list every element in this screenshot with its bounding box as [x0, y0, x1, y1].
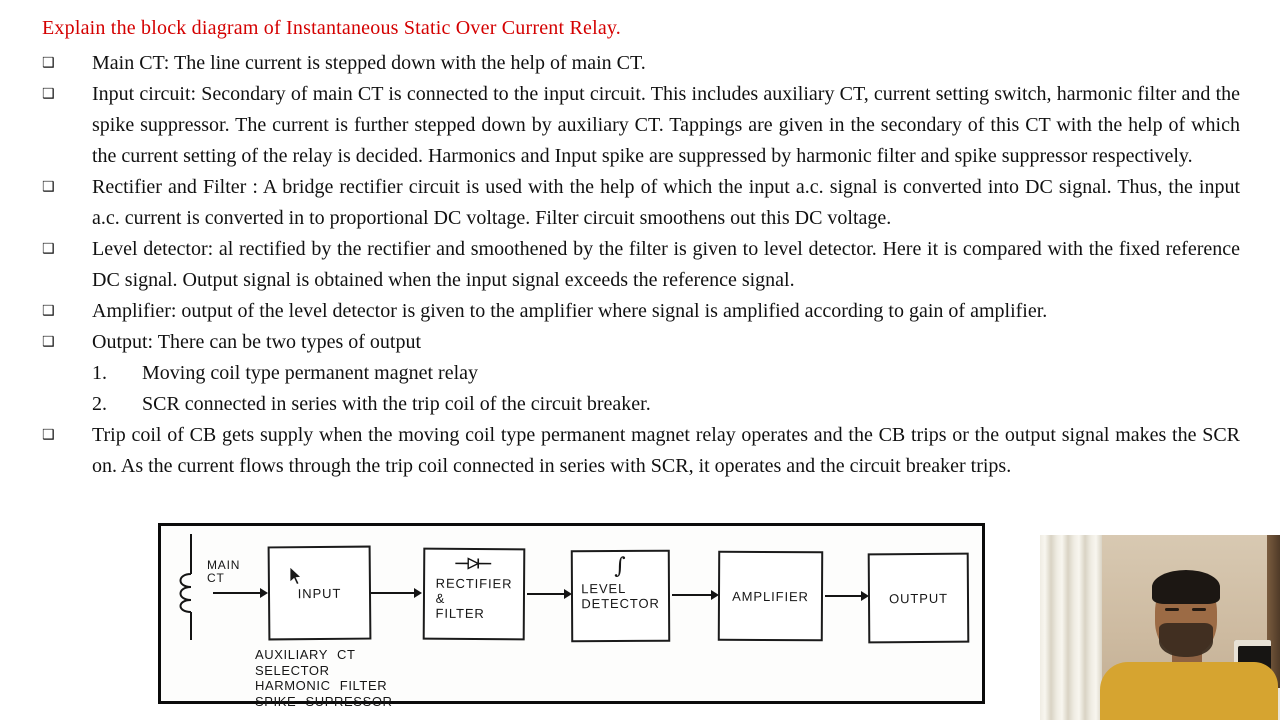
numbered-item-2: [42, 389, 1240, 420]
flow-arrow: [213, 592, 261, 594]
bullet-text: Rectifier and Filter : A bridge rectifier circuit is used with the help of which the input a.c. signal is converted into DC signal. Thus, the input a.c. current is converted in to proportional DC voltage. Filter circuit smoothens out this DC voltage.: [92, 176, 1240, 229]
flow-arrow: [527, 593, 565, 595]
bullet-level-detector: [42, 234, 1240, 296]
block-amplifier-label: AMPLIFIER: [732, 588, 809, 604]
block-output-label: OUTPUT: [889, 590, 948, 606]
checkbox-bullet-icon: ❑: [42, 55, 55, 71]
presenter-shirt: [1100, 662, 1278, 720]
integral-icon: ∫: [614, 553, 627, 580]
bullet-text: Output: There can be two types of output: [92, 331, 422, 353]
presenter-beard: [1159, 623, 1213, 657]
item-text: SCR connected in series with the trip coil of the circuit breaker.: [142, 393, 651, 415]
presenter-eyebrow: [1165, 608, 1179, 611]
bullet-text: Main CT: The line current is stepped down with the help of main CT.: [92, 52, 646, 74]
block-rectifier-filter: [423, 548, 526, 641]
bullet-trip-coil: [42, 420, 1240, 482]
block-amplifier: [718, 551, 823, 642]
presenter-hair: [1152, 570, 1220, 604]
block-level-detector: [571, 550, 670, 643]
bullet-text: Trip coil of CB gets supply when the moving coil type permanent magnet relay operates and the CB trips or the output signal makes the SCR on. As the current flows through the trip coil connected in series with SCR, it operates and the circuit breaker trips.: [92, 424, 1240, 477]
flow-arrow: [825, 595, 862, 597]
item-number: 2.: [92, 393, 107, 415]
bullet-text: Input circuit: Secondary of main CT is connected to the input circuit. This includes auxiliary CT, current setting switch, harmonic filter and the spike suppressor. The current is further stepped down by auxiliary CT. Tappings are given in the secondary of this CT with the help of which the current setting of the relay is decided. Harmonics and Input spike are suppressed by harmonic filter and spike suppressor respectively.: [92, 83, 1240, 167]
slide-body: [42, 48, 1240, 482]
block-level-label: LEVEL DETECTOR: [581, 580, 660, 612]
diode-icon: [455, 557, 493, 570]
checkbox-bullet-icon: ❑: [42, 303, 55, 319]
checkbox-bullet-icon: ❑: [42, 179, 55, 195]
block-output: [868, 553, 970, 644]
bullet-output: [42, 327, 1240, 358]
numbered-item-1: [42, 358, 1240, 389]
page-title: Explain the block diagram of Instantaneous Static Over Current Relay.: [42, 17, 622, 39]
bullet-input-circuit: [42, 79, 1240, 172]
main-ct-label: MAIN CT: [207, 558, 241, 585]
bullet-amplifier: [42, 296, 1240, 327]
checkbox-bullet-icon: ❑: [42, 334, 55, 350]
flow-arrow: [672, 594, 712, 596]
input-circuit-notes: [255, 647, 393, 709]
presenter-eyebrow: [1192, 608, 1206, 611]
note-spike-supressor: SPIKE SUPRESSOR: [255, 693, 393, 709]
note-auxiliary-ct: AUXILIARY CT: [255, 647, 356, 662]
mouse-cursor-icon: [289, 566, 303, 586]
block-input-label: INPUT: [297, 585, 342, 601]
bullet-main-ct: [42, 48, 1240, 79]
webcam-overlay: [1040, 535, 1280, 720]
checkbox-bullet-icon: ❑: [42, 427, 55, 443]
item-text: Moving coil type permanent magnet relay: [142, 362, 479, 384]
bullet-text: Amplifier: output of the level detector is given to the amplifier where signal is amplified according to gain of amplifier.: [92, 300, 1048, 322]
block-input: [268, 546, 372, 641]
note-harmonic-filter: HARMONIC FILTER: [255, 678, 388, 693]
checkbox-bullet-icon: ❑: [42, 86, 55, 102]
flow-arrow: [371, 592, 415, 594]
presenter: [1040, 535, 1280, 720]
bullet-rectifier-filter: [42, 172, 1240, 234]
checkbox-bullet-icon: ❑: [42, 241, 55, 257]
note-selector: SELECTOR: [255, 662, 330, 678]
presenter-head: [1155, 575, 1217, 655]
bullet-text: Level detector: al rectified by the rectifier and smoothened by the filter is given to level detector. Here it is compared with the fixed reference DC signal. Output signal is obtained when the input signal exceeds the reference signal.: [92, 238, 1240, 291]
block-rectifier-label: RECTIFIER & FILTER: [435, 575, 513, 622]
block-diagram: [158, 523, 985, 709]
ct-coil-icon: [169, 532, 209, 644]
item-number: 1.: [92, 362, 107, 384]
